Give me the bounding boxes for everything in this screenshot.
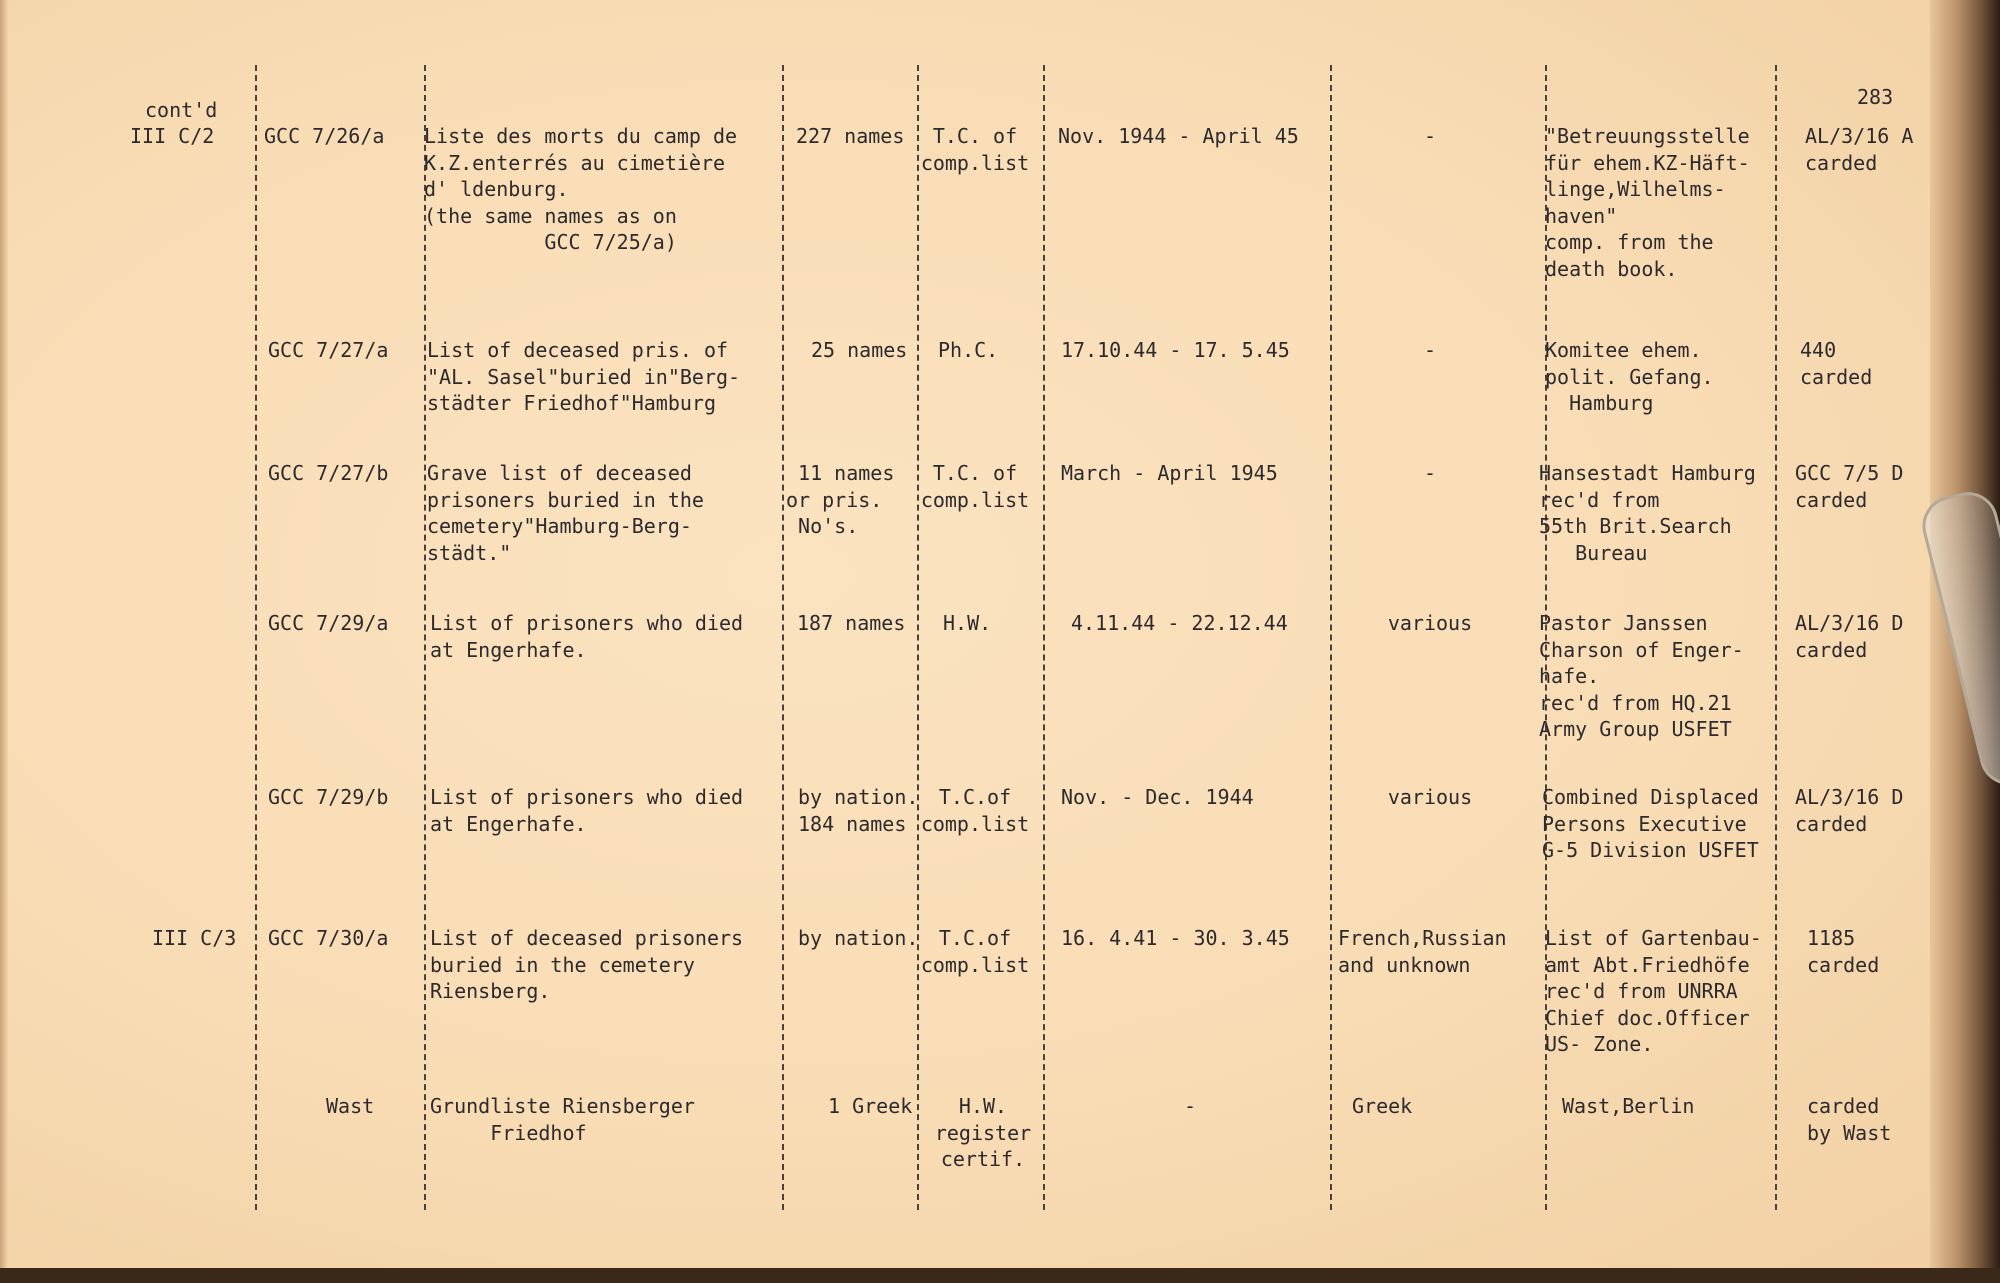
row-title: List of deceased prisoners buried in the cemetery Riensberg. xyxy=(430,926,744,1003)
row-status: 440 carded xyxy=(1800,338,1873,389)
column-divider xyxy=(1043,65,1045,1210)
row-count: by nation. 184 names xyxy=(798,785,919,836)
row-nationality: Greek xyxy=(1352,1094,1413,1118)
book-bottom-edge xyxy=(0,1268,2000,1283)
row-title: Grundliste Riensberger Friedhof xyxy=(430,1094,695,1145)
row-source: Komitee ehem. polit. Gefang. Hamburg xyxy=(1545,338,1714,415)
row-status: GCC 7/5 D carded xyxy=(1795,461,1904,512)
section-continued-label: cont'd xyxy=(145,98,218,122)
row-nationality: French,Russian and unknown xyxy=(1338,926,1507,977)
row-doc-type: T.C. of comp.list xyxy=(920,124,1030,175)
row-section: III C/2 xyxy=(130,124,215,148)
row-period: 17.10.44 - 17. 5.45 xyxy=(1061,338,1290,362)
row-status: carded by Wast xyxy=(1807,1094,1892,1145)
row-title: List of deceased pris. of "AL. Sasel"buried in"Berg- städter Friedhof"Hamburg xyxy=(427,338,741,415)
row-status: AL/3/16 D carded xyxy=(1795,611,1904,662)
row-doc-type: T.C.of comp.list xyxy=(920,785,1030,836)
row-doc-type: Ph.C. xyxy=(938,338,999,362)
row-source: Pastor Janssen Charson of Enger- hafe. rec'd from HQ.21 Army Group USFET xyxy=(1539,611,1744,741)
row-section: III C/3 xyxy=(152,926,237,950)
row-doc-type: T.C.of comp.list xyxy=(920,926,1030,977)
row-count: 227 names xyxy=(796,124,905,148)
column-divider xyxy=(1775,65,1777,1210)
row-title: List of prisoners who died at Engerhafe. xyxy=(430,611,744,662)
row-nationality: various xyxy=(1387,785,1473,809)
row-count: by nation. xyxy=(798,926,919,950)
row-reference: GCC 7/29/b xyxy=(268,785,389,809)
column-divider xyxy=(1330,65,1332,1210)
row-nationality: - xyxy=(1423,124,1437,148)
row-status: AL/3/16 A carded xyxy=(1805,124,1914,175)
row-status: 1185 carded xyxy=(1807,926,1880,977)
row-reference: GCC 7/26/a xyxy=(264,124,385,148)
row-reference: GCC 7/29/a xyxy=(268,611,389,635)
row-source: Wast,Berlin xyxy=(1562,1094,1695,1118)
row-title: Liste des morts du camp de K.Z.enterrés au cimetière d' ldenburg. (the same names as on GCC 7/25/a) xyxy=(424,124,738,254)
row-doc-type: H.W. register certif. xyxy=(934,1094,1032,1171)
row-title: List of prisoners who died at Engerhafe. xyxy=(430,785,744,836)
column-divider xyxy=(255,65,257,1210)
row-reference: GCC 7/27/a xyxy=(268,338,389,362)
column-divider xyxy=(917,65,919,1210)
row-period: - xyxy=(1183,1094,1197,1118)
row-source: List of Gartenbau- amt Abt.Friedhöfe rec'd from UNRRA Chief doc.Officer US- Zone. xyxy=(1545,926,1762,1056)
row-source: Combined Displaced Persons Executive G-5 Division USFET xyxy=(1542,785,1759,862)
row-source: Hansestadt Hamburg rec'd from 55th Brit.Search Bureau xyxy=(1539,461,1756,565)
row-reference: GCC 7/30/a xyxy=(268,926,389,950)
row-nationality: - xyxy=(1423,461,1437,485)
row-source: "Betreuungsstelle für ehem.KZ-Häft- linge,Wilhelms- haven" comp. from the death book. xyxy=(1545,124,1750,281)
row-nationality: various xyxy=(1387,611,1473,635)
row-doc-type: H.W. xyxy=(943,611,992,635)
page-left-edge xyxy=(0,0,8,1275)
row-period: Nov. 1944 - April 45 xyxy=(1058,124,1299,148)
row-count: 187 names xyxy=(797,611,906,635)
page-number: 283 xyxy=(1857,85,1894,109)
row-period: March - April 1945 xyxy=(1061,461,1278,485)
column-divider xyxy=(782,65,784,1210)
row-period: 4.11.44 - 22.12.44 xyxy=(1071,611,1288,635)
row-count: 11 names or pris. No's. xyxy=(786,461,895,538)
row-reference: Wast xyxy=(326,1094,375,1118)
row-title: Grave list of deceased prisoners buried in the cemetery"Hamburg-Berg- städt." xyxy=(427,461,704,565)
row-nationality: - xyxy=(1423,338,1437,362)
row-period: 16. 4.41 - 30. 3.45 xyxy=(1061,926,1290,950)
row-doc-type: T.C. of comp.list xyxy=(920,461,1030,512)
row-status: AL/3/16 D carded xyxy=(1795,785,1904,836)
row-count: 25 names xyxy=(811,338,908,362)
row-reference: GCC 7/27/b xyxy=(268,461,389,485)
row-count: 1 Greek xyxy=(828,1094,913,1118)
row-period: Nov. - Dec. 1944 xyxy=(1061,785,1254,809)
